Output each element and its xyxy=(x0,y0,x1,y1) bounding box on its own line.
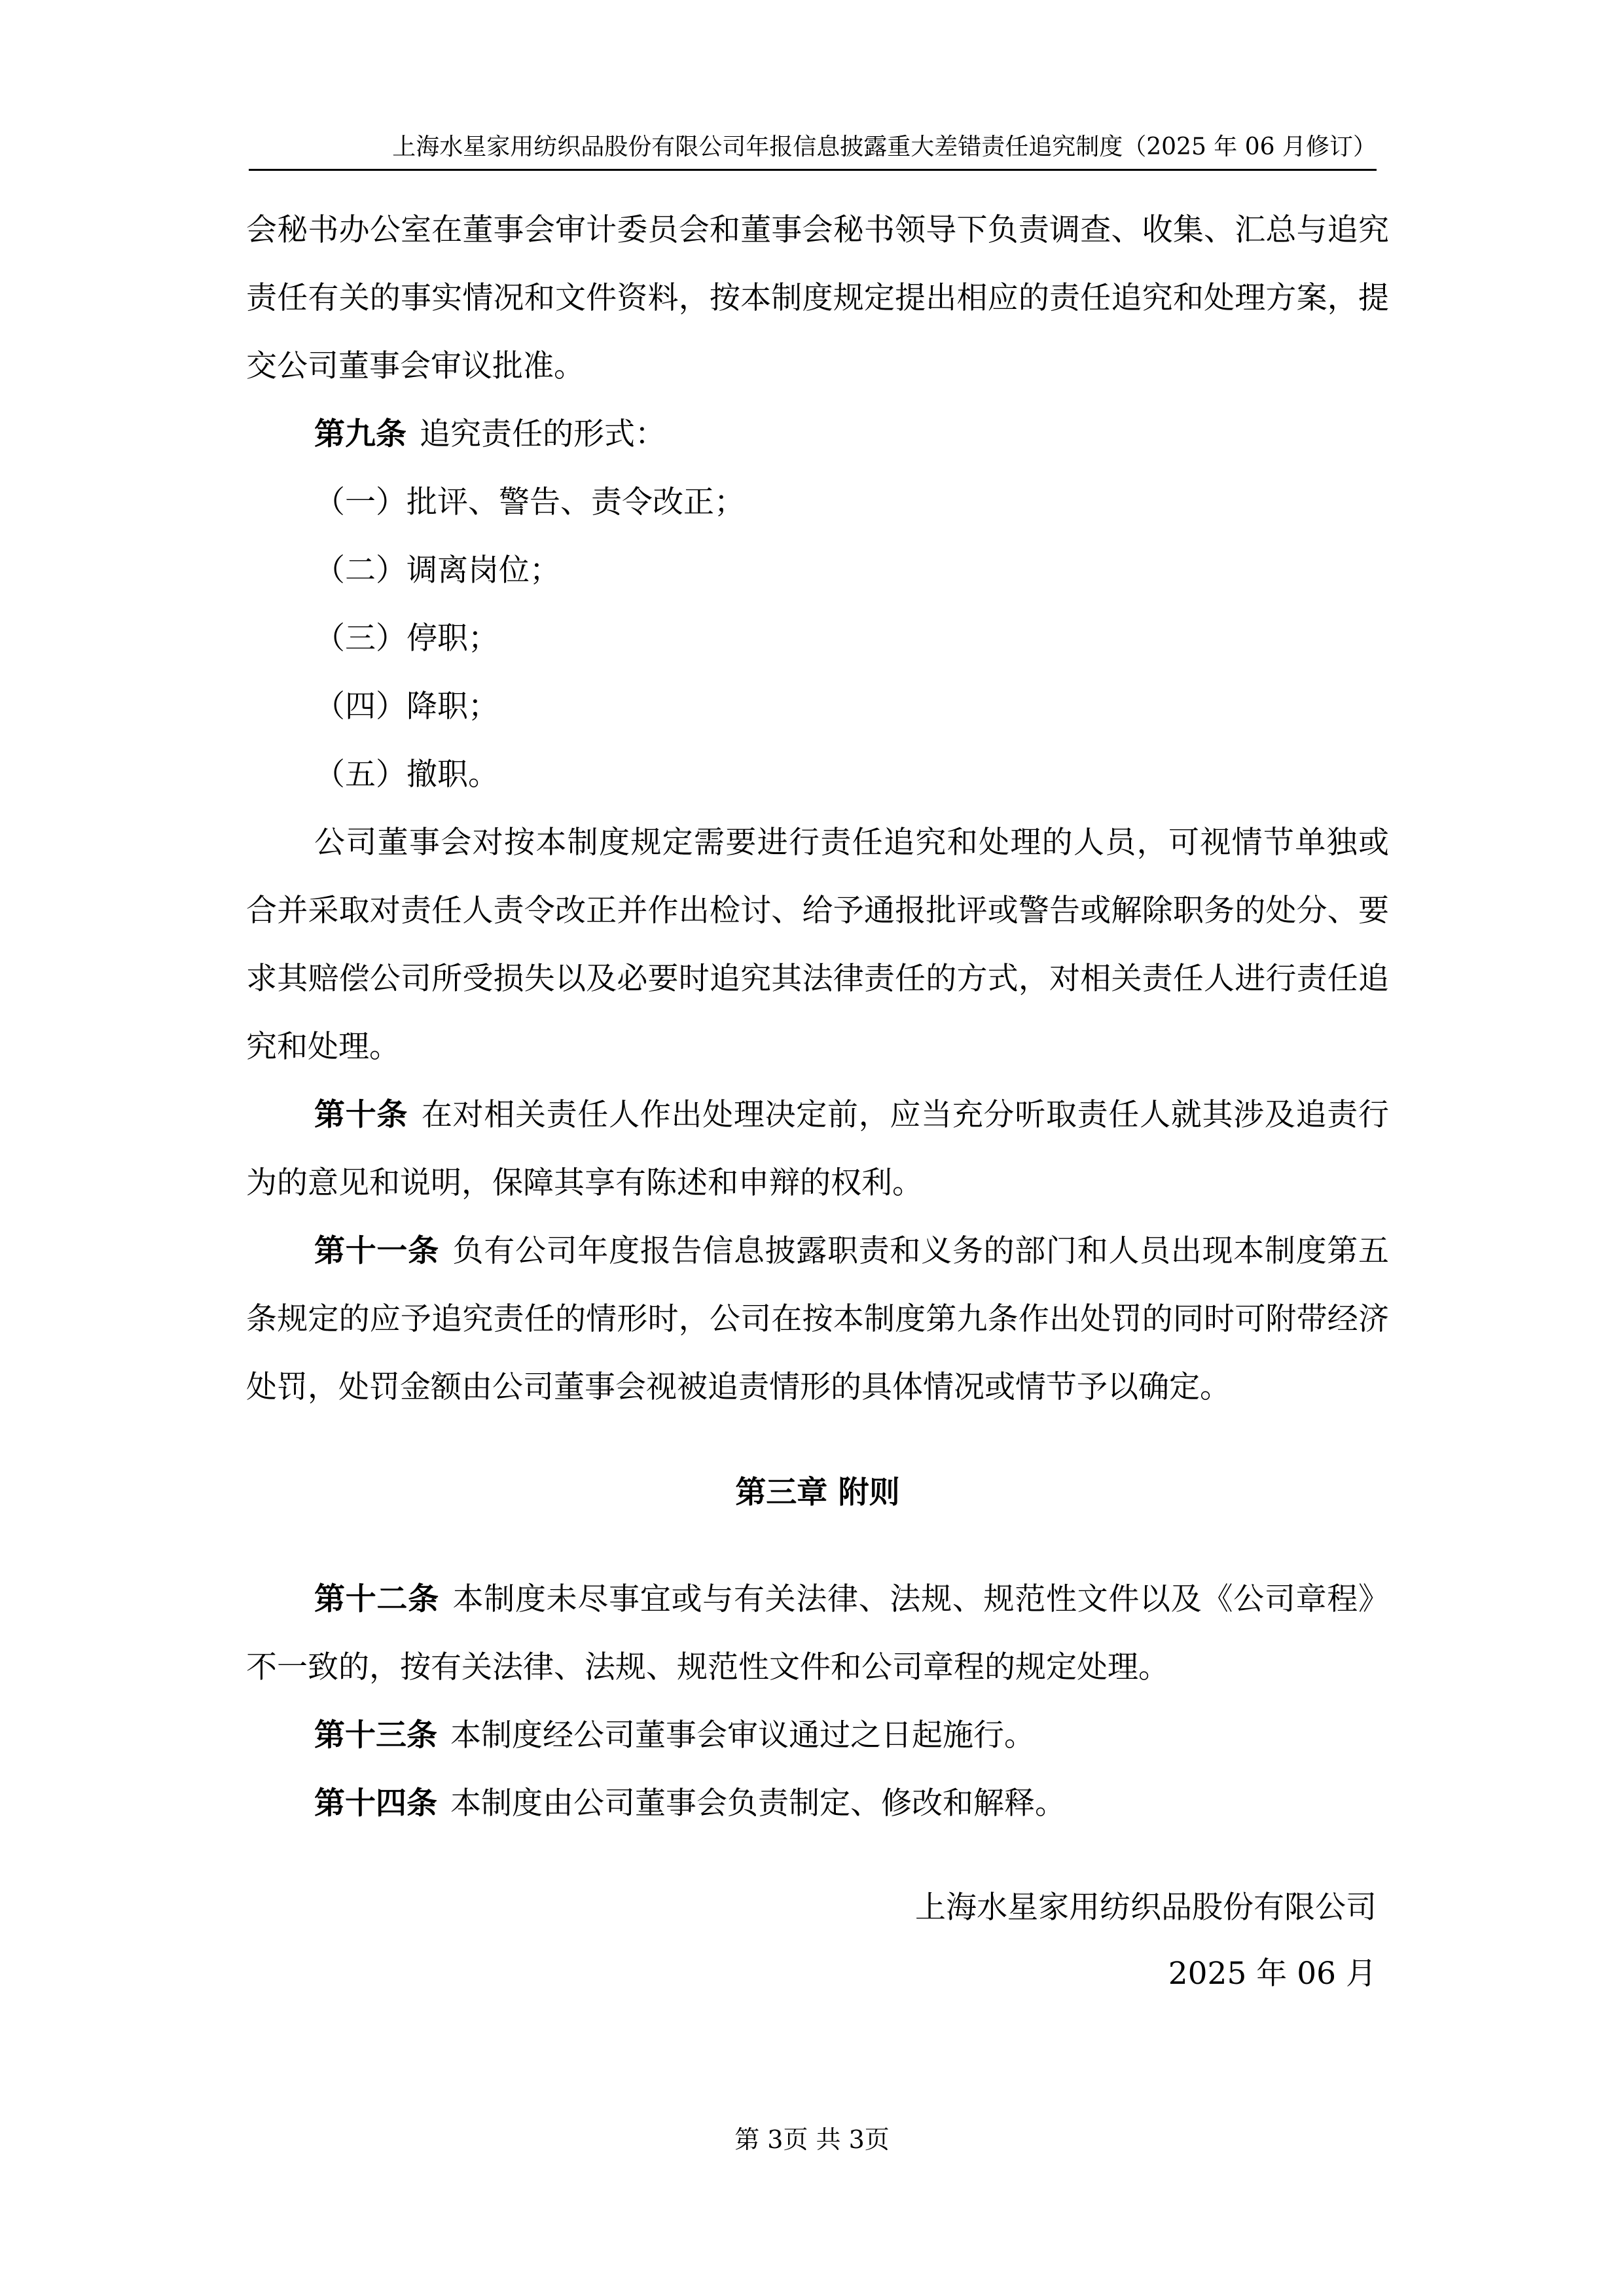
header-divider xyxy=(249,169,1377,171)
page-number: 第 3页 共 3页 xyxy=(734,2125,890,2154)
article-text: 本制度由公司董事会负责制定、修改和解释。 xyxy=(450,1785,1066,1821)
signature-company: 上海水星家用纺织品股份有限公司 xyxy=(915,1890,1377,1926)
article-text: 负有公司年度报告信息披露职责和义务的部门和人员出现本制度第五条规定的应予追究责任的情形时，公司在按本制度第九条作出处罚的同时可附带经济处罚，处罚金额由公司董事会视被追责情形的具体情况或情节予以确定。 xyxy=(246,1233,1390,1405)
article-label: 第十四条 xyxy=(314,1785,437,1821)
article-9-paragraph: 公司董事会对按本制度规定需要进行责任追究和处理的人员，可视情节单独或合并采取对责任人责令改正并作出检讨、给予通报批评或警告或解除职务的处分、要求其赔偿公司所受损失以及必要时追究其法律责任的方式，对相关责任人进行责任追究和处理。 xyxy=(246,825,1389,1065)
article-11 xyxy=(246,1217,1389,1422)
article-9 xyxy=(246,401,1389,469)
article-text: 追究责任的形式： xyxy=(420,416,666,452)
signature-date: 2025 年 06 月 xyxy=(1168,1956,1377,1992)
article-label: 第九条 xyxy=(314,416,406,452)
article-label: 第十二条 xyxy=(314,1581,439,1617)
article-label: 第十一条 xyxy=(314,1233,439,1269)
article-text: 在对相关责任人作出处理决定前，应当充分听取责任人就其涉及追责行为的意见和说明，保障其享有陈述和申辩的权利。 xyxy=(246,1097,1390,1201)
article-label: 第十条 xyxy=(314,1097,408,1133)
article-10 xyxy=(246,1081,1389,1217)
article-text: 本制度未尽事宜或与有关法律、法规、规范性文件以及《公司章程》不一致的，按有关法律、法规、规范性文件和公司章程的规定处理。 xyxy=(246,1581,1390,1685)
article-label: 第十三条 xyxy=(314,1717,437,1753)
paragraph-continuation: 会秘书办公室在董事会审计委员会和董事会秘书领导下负责调查、收集、汇总与追究责任有关的事实情况和文件资料，按本制度规定提出相应的责任追究和处理方案，提交公司董事会审议批准。 xyxy=(246,212,1389,384)
document-body xyxy=(246,196,1389,1838)
list-item: （一）批评、警告、责令改正； xyxy=(314,484,745,520)
chapter-heading: 第三章 附则 xyxy=(735,1475,900,1511)
list-item: （四）降职； xyxy=(314,689,499,725)
page-header: 上海水星家用纺织品股份有限公司年报信息披露重大差错责任追究制度（2025 年 06 月修订） xyxy=(392,134,1377,160)
list-item: （五）撤职。 xyxy=(314,757,499,793)
article-12 xyxy=(246,1566,1389,1702)
list-item: （二）调离岗位； xyxy=(314,552,560,588)
list-item: （三）停职； xyxy=(314,620,499,656)
article-14 xyxy=(246,1770,1389,1838)
article-13 xyxy=(246,1702,1389,1770)
article-text: 本制度经公司董事会审议通过之日起施行。 xyxy=(450,1717,1035,1753)
